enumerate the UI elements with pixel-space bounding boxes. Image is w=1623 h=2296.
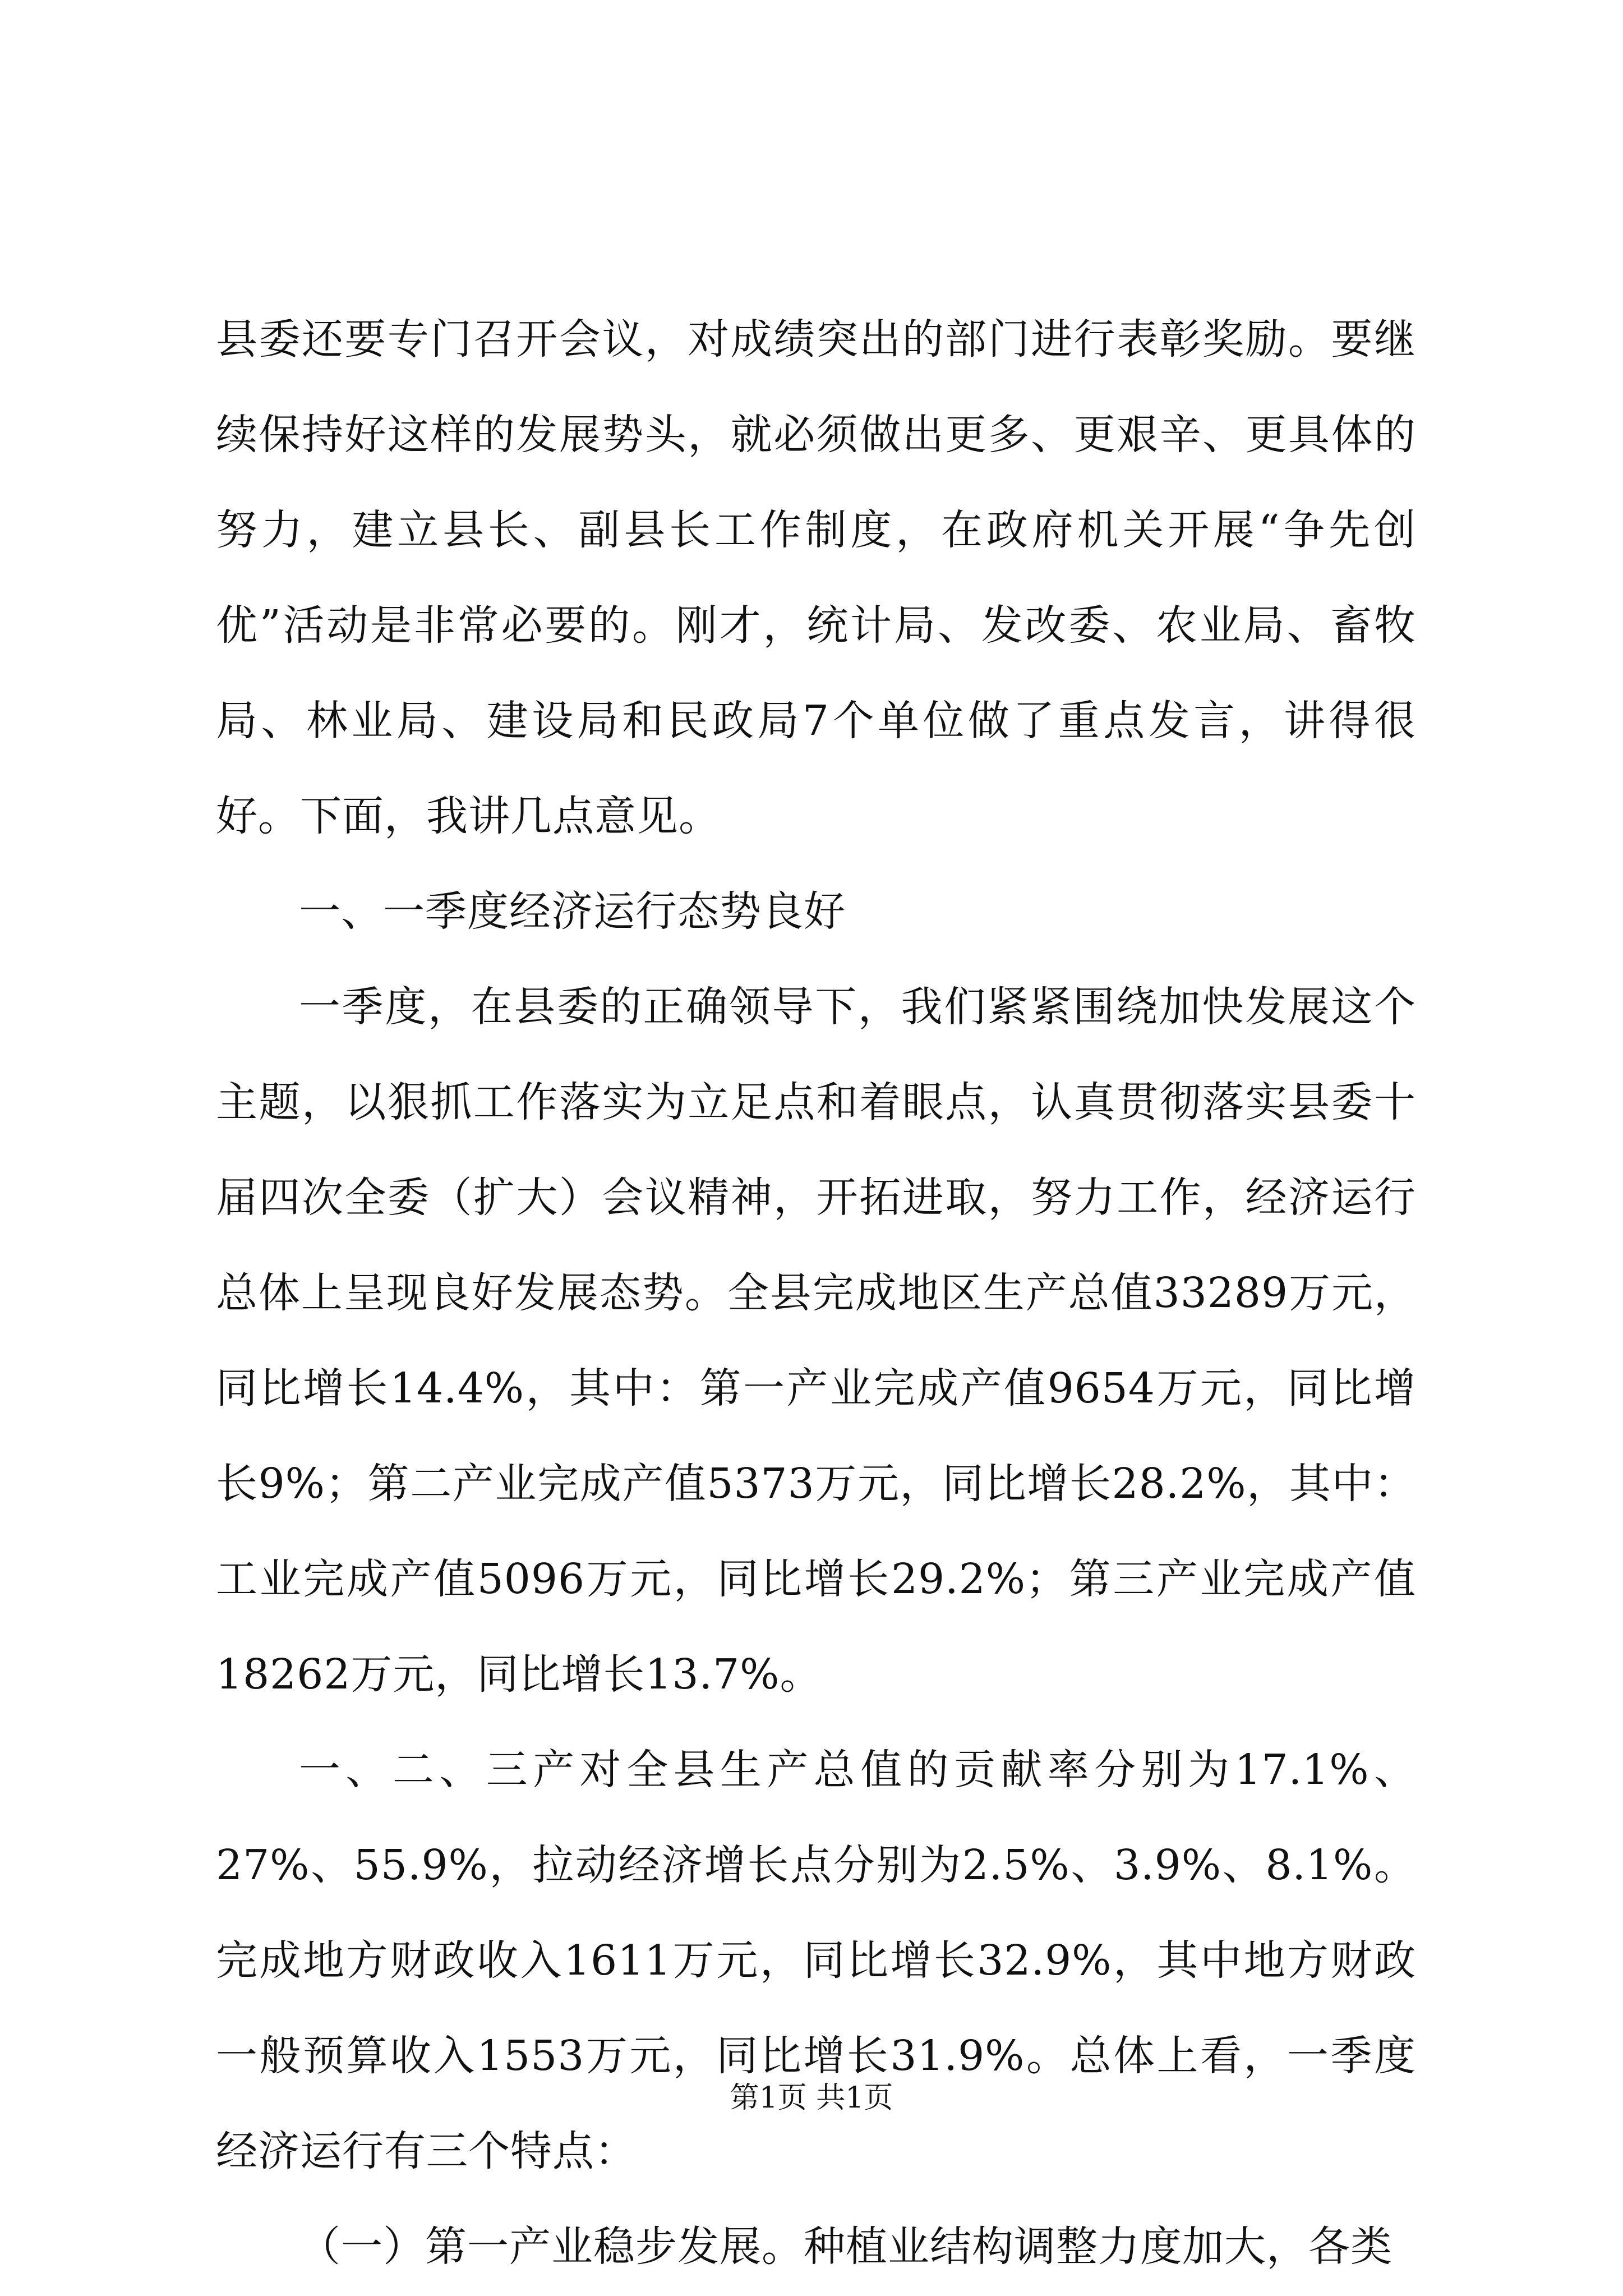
paragraph-primary-industry: （一）第一产业稳步发展。种植业结构调整力度加大，各类 [299, 2223, 1393, 2271]
paragraph-contribution-rates: 一、二、三产对全县生产总值的贡献率分别为17.1%、27%、55.9%，拉动经济增长点分别为2.5%、3.9%、8.1%。完成地方财政收入1611万元，同比增长32.9%，其中地方财政一般预算收入1553万元，同比增长31.9%。总体上看，一季度经济运行有三个特点： [216, 1746, 1416, 2175]
document-body [216, 292, 1416, 2294]
paragraph-intro: 县委还要专门召开会议，对成绩突出的部门进行表彰奖励。要继续保持好这样的发展势头，就必须做出更多、更艰辛、更具体的努力，建立县长、副县长工作制度，在政府机关开展“争先创优”活动是非常必要的。刚才，统计局、发改委、农业局、畜牧局、林业局、建设局和民政局7个单位做了重点发言，讲得很好。下面，我讲几点意见。 [216, 315, 1416, 840]
page-footer: 第1页 共1页 [730, 2081, 893, 2115]
section-heading: 一、一季度经济运行态势良好 [299, 887, 846, 936]
paragraph-economy-summary: 一季度，在县委的正确领导下，我们紧紧围绕加快发展这个主题，以狠抓工作落实为立足点和着眼点，认真贯彻落实县委十届四次全委（扩大）会议精神，开拓进取，努力工作，经济运行总体上呈现良好发展态势。全县完成地区生产总值33289万元，同比增长14.4%，其中：第一产业完成产值9654万元，同比增长9%；第二产业完成产值5373万元，同比增长28.2%，其中：工业完成产值5096万元，同比增长29.2%；第三产业完成产值18262万元，同比增长13.7%。 [216, 983, 1416, 1699]
